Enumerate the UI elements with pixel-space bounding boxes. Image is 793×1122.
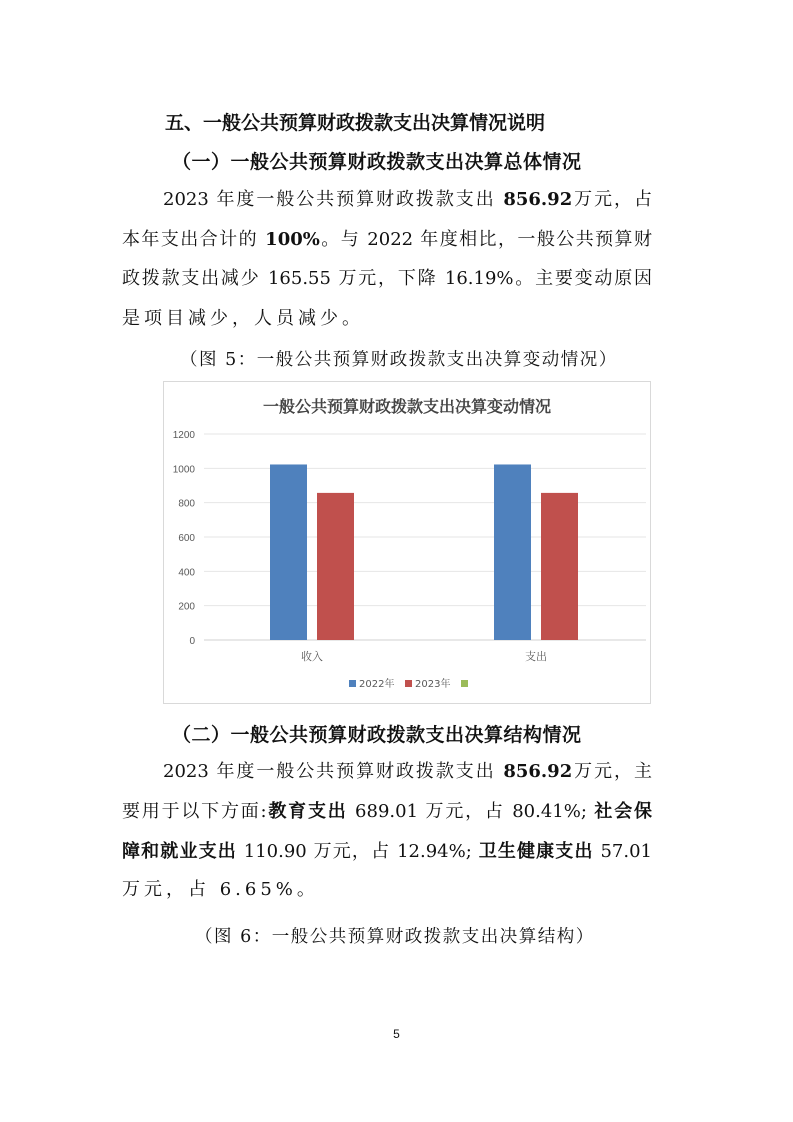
text-run: 。与 2022 年度相比，一般公共预算财 bbox=[319, 229, 652, 250]
text-run: 万元，占 6.65%。 bbox=[122, 879, 319, 900]
figure-6-caption: （图 6：一般公共预算财政拨款支出决算结构） bbox=[195, 927, 595, 947]
legend-swatch bbox=[461, 680, 468, 687]
y-tick-label: 200 bbox=[178, 601, 195, 613]
text-line bbox=[163, 188, 652, 212]
text-run: 2023 年度一般公共预算财政拨款支出 bbox=[163, 761, 504, 782]
text-line bbox=[122, 840, 652, 864]
bold-text: 100% bbox=[265, 229, 320, 250]
bar-2023年-收入 bbox=[317, 493, 354, 640]
bold-text: 社会保 bbox=[594, 801, 652, 822]
text-run: 110.90 万元，占 12.94%; bbox=[236, 841, 479, 862]
bar-2022年-收入 bbox=[270, 464, 307, 640]
chart-title: 一般公共预算财政拨款支出决算变动情况 bbox=[262, 397, 552, 416]
bar-2023年-支出 bbox=[541, 493, 578, 640]
text-line bbox=[122, 228, 652, 252]
text-run: 57.01 bbox=[593, 841, 652, 862]
y-tick-label: 0 bbox=[189, 636, 195, 647]
figure-5-caption: （图 5：一般公共预算财政拨款支出决算变动情况） bbox=[180, 350, 618, 370]
subsection-1-title: （一）一般公共预算财政拨款支出决算总体情况 bbox=[172, 151, 582, 173]
bar-chart bbox=[163, 381, 651, 704]
bold-text: 卫生健康支出 bbox=[478, 841, 594, 862]
text-run: 2023 年度一般公共预算财政拨款支出 bbox=[163, 189, 504, 210]
y-tick-label: 1200 bbox=[172, 430, 195, 441]
bold-text: 856.92 bbox=[503, 189, 573, 210]
text-run: 要用于以下方面: bbox=[122, 801, 267, 822]
y-tick-label: 1000 bbox=[172, 464, 195, 476]
text-line bbox=[163, 760, 652, 784]
x-tick-label: 收入 bbox=[301, 650, 323, 663]
y-tick-label: 600 bbox=[178, 533, 195, 544]
bold-text: 856.92 bbox=[503, 761, 573, 782]
text-run: 万元，占 bbox=[572, 189, 652, 210]
text-run: 万元，主 bbox=[572, 761, 652, 782]
x-tick-label: 支出 bbox=[525, 650, 547, 663]
text-line bbox=[122, 878, 319, 902]
text-run: 689.01 万元，占 80.41%; bbox=[347, 801, 595, 822]
text-run: 是项目减少，人员减少。 bbox=[122, 308, 364, 329]
legend-swatch bbox=[349, 680, 356, 687]
bar-2022年-支出 bbox=[494, 464, 531, 640]
page-number: 5 bbox=[393, 1027, 400, 1041]
bold-text: 教育支出 bbox=[266, 801, 348, 822]
text-run: 政拨款支出减少 165.55 万元，下降 16.19%。主要变动原因 bbox=[122, 268, 652, 289]
text-run: 本年支出合计的 bbox=[122, 229, 266, 250]
legend-label: 2022年 bbox=[359, 679, 395, 690]
y-tick-label: 800 bbox=[178, 498, 195, 510]
legend-swatch bbox=[405, 680, 412, 687]
section-title: 五、一般公共预算财政拨款支出决算情况说明 bbox=[165, 112, 546, 134]
bold-text: 障和就业支出 bbox=[122, 841, 237, 862]
text-line bbox=[122, 267, 652, 291]
text-line bbox=[122, 307, 364, 331]
subsection-2-title: （二）一般公共预算财政拨款支出决算结构情况 bbox=[172, 724, 582, 746]
y-tick-label: 400 bbox=[178, 567, 195, 579]
legend-label: 2023年 bbox=[415, 679, 451, 690]
text-line bbox=[122, 800, 652, 824]
